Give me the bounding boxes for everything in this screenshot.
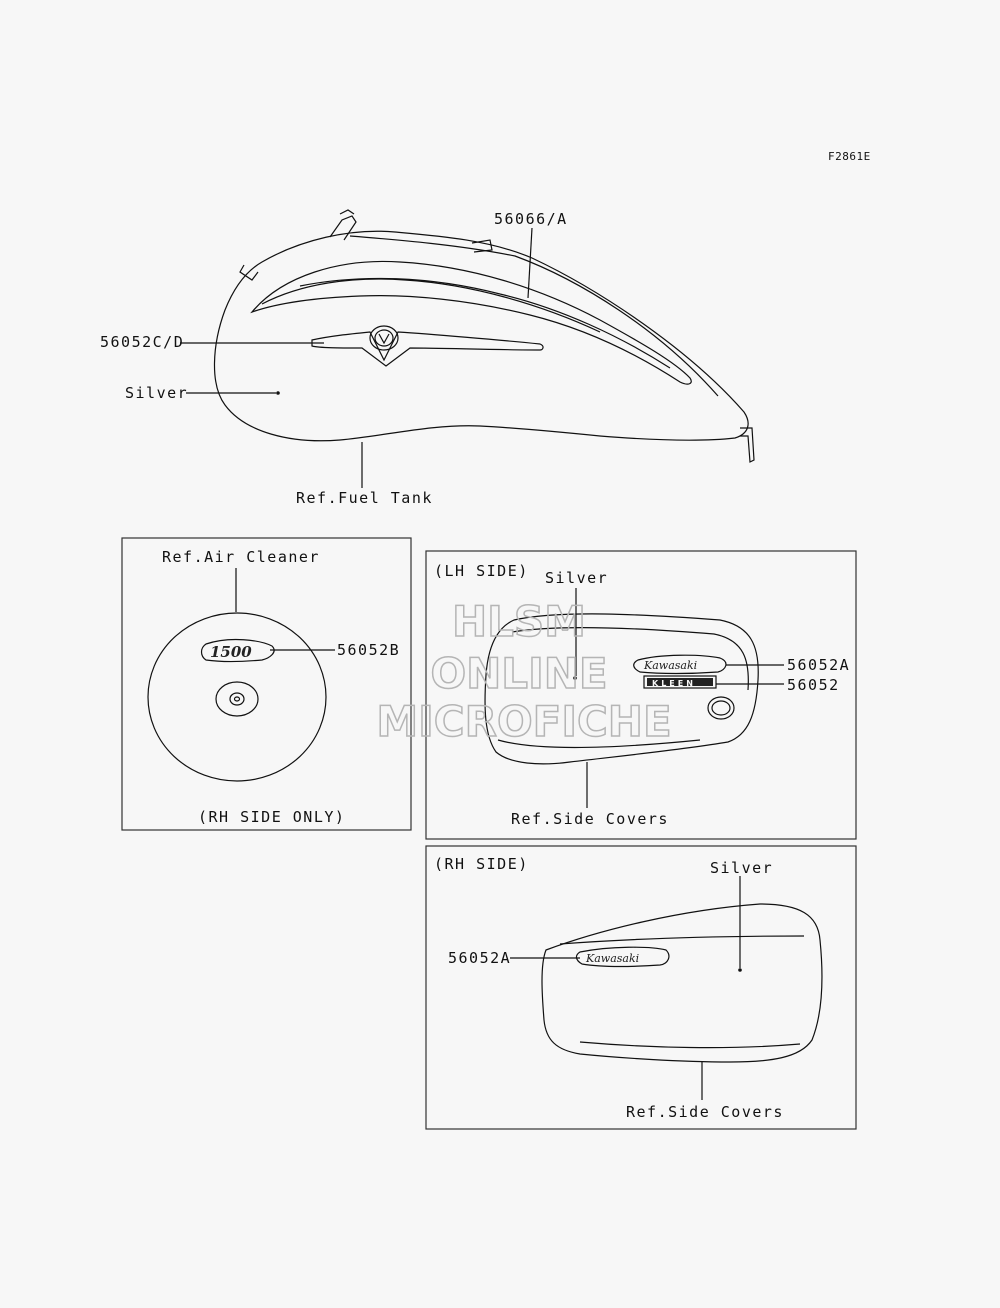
figure-code: F2861E [828,150,871,163]
fuel-tank-stripe-part-number: 56066/A [494,210,568,228]
watermark-line-1: HLSM [452,597,586,646]
air-cleaner-part-number: 56052B [337,641,401,659]
rh-side-part-a: 56052A [448,949,512,967]
lh-kleen-badge-text: KLEEN [652,679,696,688]
rh-side-heading: (RH SIDE) [434,855,529,873]
fuel-tank-drawing [214,210,754,462]
rh-side-cover-drawing [542,904,822,1062]
air-cleaner-panel [122,538,411,830]
watermark-line-2: ONLINE [430,649,608,698]
air-cleaner-drawing [148,613,326,781]
lh-side-ref-label: Ref.Side Covers [511,810,669,828]
air-cleaner-note: (RH SIDE ONLY) [198,808,346,826]
air-cleaner-badge-text: 1500 [210,643,252,661]
rh-side-ref-label: Ref.Side Covers [626,1103,784,1121]
lh-side-part-b: 56052 [787,676,840,694]
rh-side-color-label: Silver [710,859,774,877]
watermark-line-3: MICROFICHE [376,697,672,746]
lh-side-heading: (LH SIDE) [434,562,529,580]
rh-side-panel [426,846,856,1129]
fuel-tank-emblem-part-number: 56052C/D [100,333,185,351]
watermark [376,597,671,746]
air-cleaner-ref-label: Ref.Air Cleaner [162,548,320,566]
fuel-tank-ref-label: Ref.Fuel Tank [296,489,433,507]
rh-kawasaki-badge-text: Kawasaki [586,952,640,965]
lh-side-part-a: 56052A [787,656,851,674]
lh-side-color-label: Silver [545,569,609,587]
lh-kawasaki-badge-text: Kawasaki [644,659,698,672]
fuel-tank-color-label: Silver [125,384,189,402]
